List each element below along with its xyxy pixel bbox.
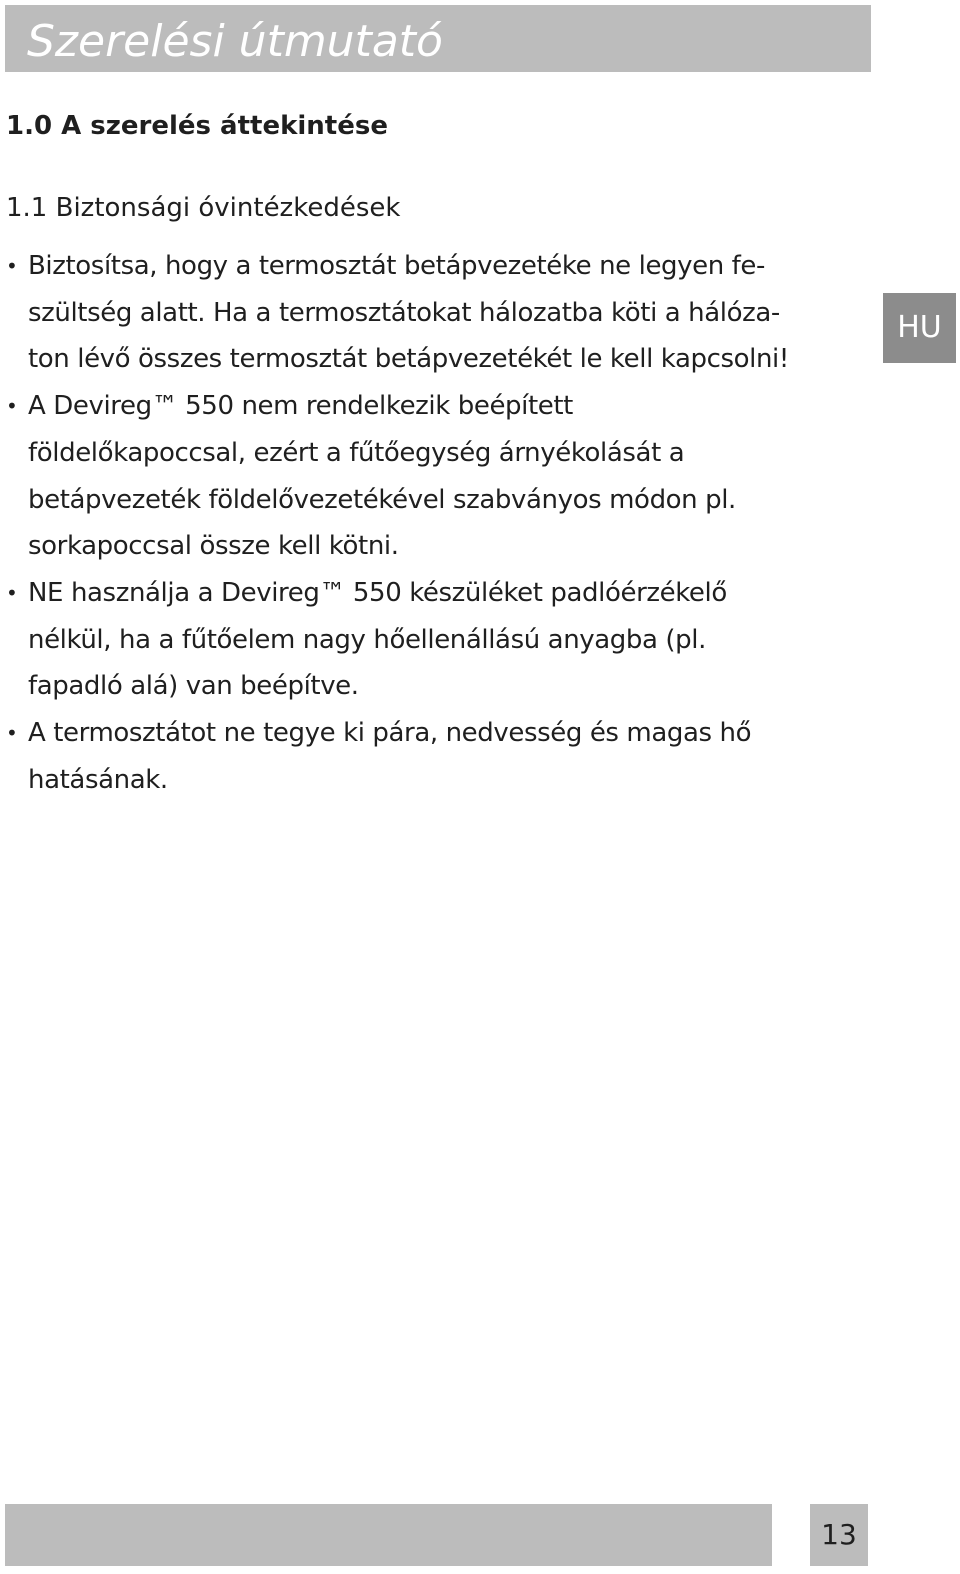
list-item-line: földelőkapoccsal, ezért a fűtőegység árnyékolását a xyxy=(28,437,685,468)
language-tab xyxy=(883,293,956,363)
list-item xyxy=(6,383,886,570)
list-item-line: sorkapoccsal össze kell kötni. xyxy=(28,531,399,562)
page-number-box xyxy=(810,1504,868,1566)
list-item-line: Biztosítsa, hogy a termosztát betápvezetéke ne legyen fe- xyxy=(28,251,766,281)
bullet-icon: • xyxy=(6,580,18,605)
list-item-line: NE használja a Devireg™ 550 készüléket padlóérzékelő xyxy=(28,577,727,608)
list-item xyxy=(6,570,886,710)
document-title: Szerelési útmutató xyxy=(27,16,443,67)
list-item-line: A termosztátot ne tegye ki pára, nedvesség és magas hő xyxy=(28,718,752,749)
footer-bar xyxy=(5,1504,772,1566)
language-label: HU xyxy=(897,310,942,345)
list-item-line: fapadló alá) van beépítve. xyxy=(28,671,359,702)
list-item xyxy=(6,710,886,803)
title-bar xyxy=(5,5,871,72)
list-item-line: szültség alatt. Ha a termosztátokat hálozatba köti a hálóza- xyxy=(28,297,780,328)
list-item-line: ton lévő összes termosztát betápvezetékét le kell kapcsolni! xyxy=(28,344,789,375)
list-item-line: betápvezeték földelővezetékével szabványos módon pl. xyxy=(28,484,736,515)
list-item xyxy=(6,243,886,383)
page-number: 13 xyxy=(821,1518,857,1551)
list-item-line: A Devireg™ 550 nem rendelkezik beépített xyxy=(28,391,573,422)
safety-list xyxy=(6,243,886,803)
list-item-line: nélkül, ha a fűtőelem nagy hőellenállású anyagba (pl. xyxy=(28,624,706,655)
bullet-icon: • xyxy=(6,721,18,746)
section-subheading: 1.1 Biztonsági óvintézkedések xyxy=(6,193,401,223)
bullet-icon: • xyxy=(6,394,18,419)
section-heading: 1.0 A szerelés áttekintése xyxy=(6,111,388,141)
list-item-line: hatásának. xyxy=(28,764,168,795)
bullet-icon: • xyxy=(6,254,18,278)
